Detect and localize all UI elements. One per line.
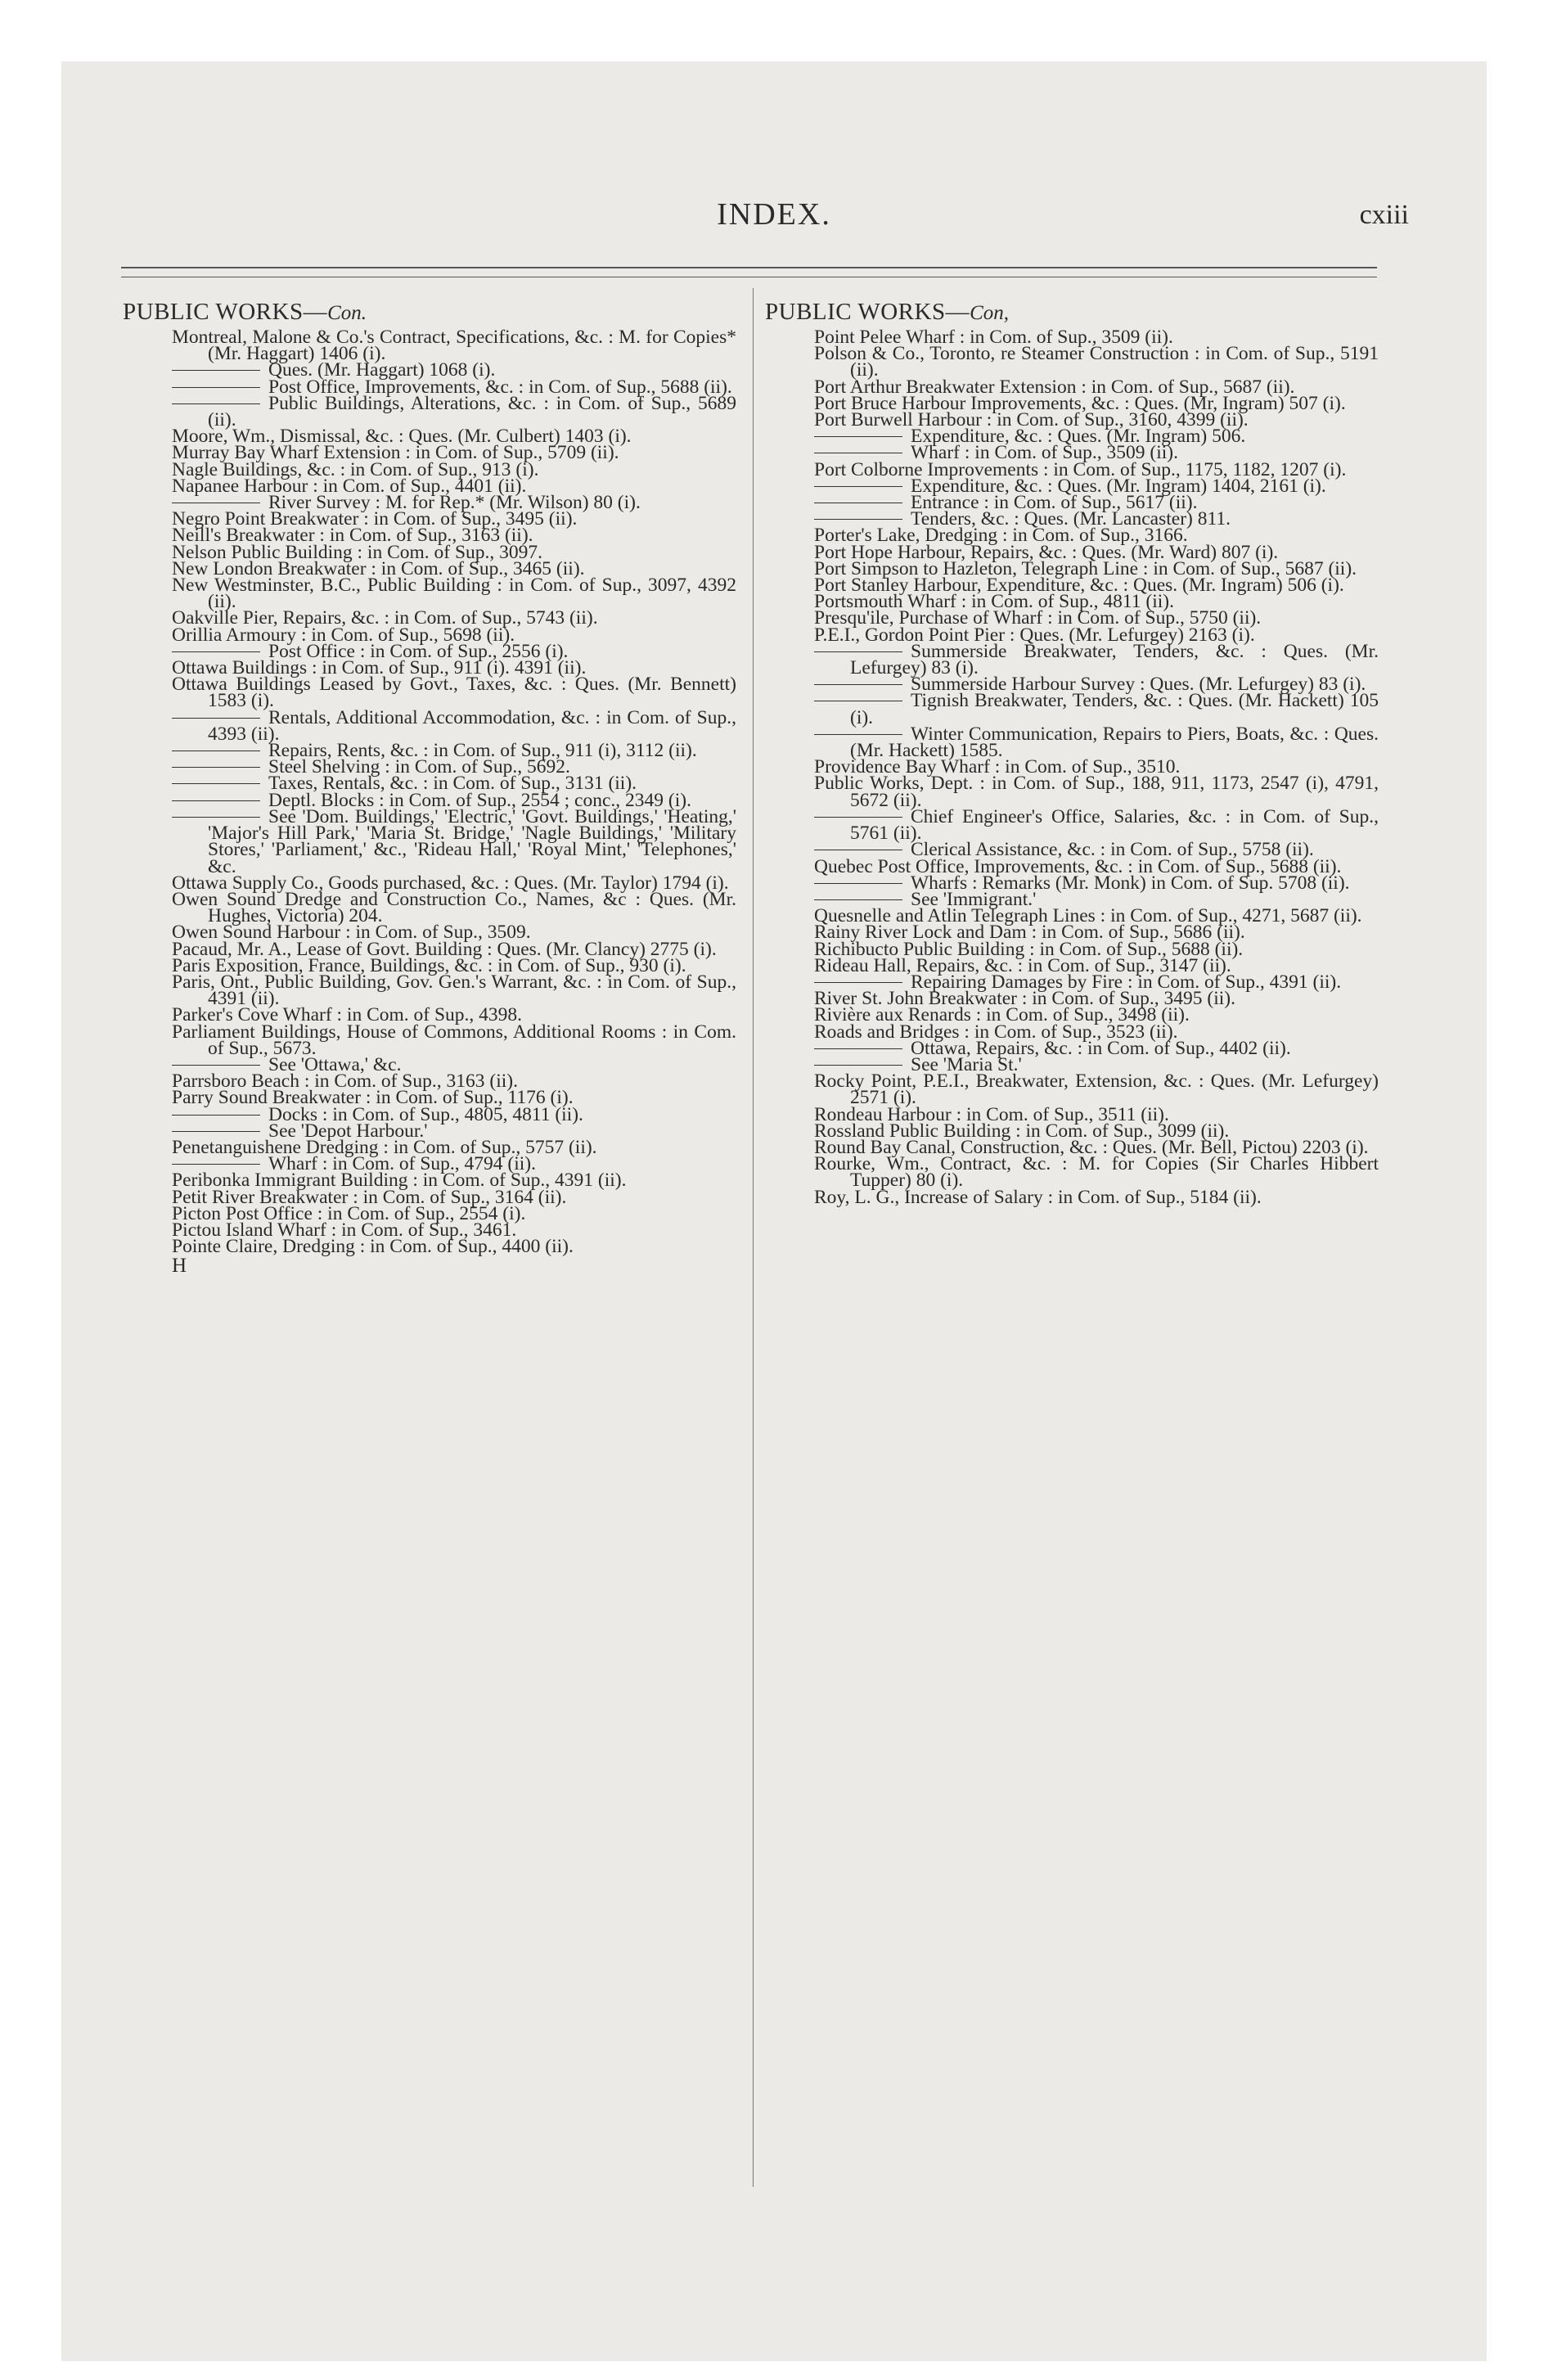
index-entry: Owen Sound Harbour : in Com. of Sup., 3509.: [172, 922, 531, 944]
index-entry: Polson & Co., Toronto, re Steamer Construction : in Com. of Sup., 5191 (ii).: [814, 343, 1379, 381]
page-number: cxiii: [1359, 200, 1409, 230]
section-continued: Con.: [327, 302, 367, 324]
index-entry: Rainy River Lock and Dam : in Com. of Sup., 5686 (ii).: [814, 922, 1245, 944]
index-entry: Penetanguishene Dredging : in Com. of Sup., 5757 (ii).: [172, 1136, 597, 1158]
index-entry: Port Stanley Harbour, Expenditure, &c. : Ques. (Mr. Ingram) 506 (i).: [814, 575, 1344, 597]
section-heading: PUBLIC WORKS—Con,: [765, 299, 1010, 325]
index-subentry: Repairing Damages by Fire : in Com. of Sup., 4391 (ii).: [814, 974, 1379, 990]
index-entry: New London Breakwater : in Com. of Sup., 3465 (ii).: [172, 557, 585, 579]
index-entry: Rideau Hall, Repairs, &c. : in Com. of Sup., 3147 (ii).: [814, 954, 1231, 976]
index-entry: Rourke, Wm., Contract, &c. : M. for Copies (Sir Charles Hibbert Tupper) 80 (i).: [814, 1153, 1379, 1192]
column-divider: [753, 288, 754, 2187]
index-entry: Neill's Breakwater : in Com. of Sup., 3163 (ii).: [172, 525, 533, 547]
index-entry: Ottawa Buildings Leased by Govt., Taxes, &c. : Ques. (Mr. Bennett) 1583 (i).: [172, 674, 736, 712]
index-entry: Port Bruce Harbour Improvements, &c. : Ques. (Mr, Ingram) 507 (i).: [814, 392, 1346, 414]
index-subentry: See 'Immigrant.': [814, 891, 1379, 908]
index-subentry: Expenditure, &c. : Ques. (Mr. Ingram) 1404, 2161 (i).: [814, 478, 1379, 494]
index-subentry: See 'Dom. Buildings,' 'Electric,' 'Govt. Buildings,' 'Heating,' 'Major's Hill Park,' 'Maria St. Bridge,' 'Nagle Buildings,' 'Military Stores,' 'Parliament,' &c., 'Rideau Hall,' 'Royal Mint,' 'Telephones,' &c.: [172, 809, 736, 875]
index-entry: Rivière aux Renards : in Com. of Sup., 3498 (ii).: [814, 1004, 1190, 1026]
index-subentry: Deptl. Blocks : in Com. of Sup., 2554 ; conc., 2349 (i).: [172, 792, 736, 809]
index-entry: Parrsboro Beach : in Com. of Sup., 3163 (ii).: [172, 1071, 518, 1093]
page-header: [61, 196, 1487, 237]
index-subentry: See 'Ottawa,' &c.: [172, 1057, 736, 1073]
index-entry: Picton Post Office : in Com. of Sup., 2554 (i).: [172, 1202, 526, 1224]
index-entry: Rondeau Harbour : in Com. of Sup., 3511 (ii).: [814, 1103, 1169, 1125]
index-entry: Montreal, Malone & Co.'s Contract, Specifications, &c. : M. for Copies* (Mr. Haggart) 1406 (i).: [172, 327, 736, 365]
index-subentry: Chief Engineer's Office, Salaries, &c. : in Com. of Sup., 5761 (ii).: [814, 809, 1379, 841]
index-entry: Roads and Bridges : in Com. of Sup., 3523 (ii).: [814, 1021, 1178, 1043]
index-entry: Napanee Harbour : in Com. of Sup., 4401 (ii).: [172, 475, 527, 497]
index-entry: Rossland Public Building : in Com. of Sup., 3099 (ii).: [814, 1120, 1230, 1142]
left-column: [123, 299, 736, 1278]
index-subentry: See 'Maria St.': [814, 1057, 1379, 1073]
index-entry: Ottawa Supply Co., Goods purchased, &c. : Ques. (Mr. Taylor) 1794 (i).: [172, 872, 729, 894]
index-entry: Parker's Cove Wharf : in Com. of Sup., 4398.: [172, 1004, 523, 1026]
index-entry: Round Bay Canal, Construction, &c. : Ques. (Mr. Bell, Pictou) 2203 (i).: [814, 1136, 1369, 1158]
index-entries: [123, 327, 736, 1258]
index-entry: Oakville Pier, Repairs, &c. : in Com. of Sup., 5743 (ii).: [172, 607, 598, 629]
index-entry: Presqu'ile, Purchase of Wharf : in Com. of Sup., 5750 (ii).: [814, 607, 1262, 629]
index-entry: Portsmouth Wharf : in Com. of Sup., 4811 (ii).: [814, 591, 1174, 613]
index-entry: Orillia Armoury : in Com. of Sup., 5698 (ii).: [172, 624, 515, 646]
index-entry: Paris, Ont., Public Building, Gov. Gen.'s Warrant, &c. : in Com. of Sup., 4391 (ii).: [172, 971, 736, 1010]
index-subentry: Wharf : in Com. of Sup., 3509 (ii).: [814, 444, 1379, 461]
index-entry: Quesnelle and Atlin Telegraph Lines : in Com. of Sup., 4271, 5687 (ii).: [814, 905, 1362, 927]
index-subentry: Summerside Harbour Survey : Ques. (Mr. Lefurgey) 83 (i).: [814, 676, 1379, 692]
running-title: INDEX.: [717, 197, 831, 232]
index-entry: Port Colborne Improvements : in Com. of Sup., 1175, 1182, 1207 (i).: [814, 458, 1347, 480]
index-entry: Parry Sound Breakwater : in Com. of Sup., 1176 (i).: [172, 1087, 574, 1109]
section-title: PUBLIC WORKS: [123, 299, 304, 325]
index-entry: Moore, Wm., Dismissal, &c. : Ques. (Mr. Culbert) 1403 (i).: [172, 426, 632, 448]
index-entry: Paris Exposition, France, Buildings, &c. : in Com. of Sup., 930 (i).: [172, 954, 686, 976]
index-subentry: Winter Communication, Repairs to Piers, Boats, &c. : Ques. (Mr. Hackett) 1585.: [814, 726, 1379, 759]
index-entry: Port Burwell Harbour : in Com. of Sup., 3160, 4399 (ii).: [814, 409, 1249, 431]
index-subentry: River Survey : M. for Rep.* (Mr. Wilson) 80 (i).: [172, 494, 736, 511]
index-entry: Nagle Buildings, &c. : in Com. of Sup., 913 (i).: [172, 458, 539, 480]
index-subentry: Wharfs : Remarks (Mr. Monk) in Com. of Sup. 5708 (ii).: [814, 875, 1379, 891]
index-entry: Providence Bay Wharf : in Com. of Sup., 3510.: [814, 756, 1181, 778]
index-subentry: Post Office, Improvements, &c. : in Com. of Sup., 5688 (ii).: [172, 379, 736, 395]
index-entry: Owen Sound Dredge and Construction Co., Names, &c : Ques. (Mr. Hughes, Victoria) 204.: [172, 888, 736, 927]
index-subentry: Ques. (Mr. Haggart) 1068 (i).: [172, 362, 736, 378]
right-column: [765, 300, 1379, 1206]
index-subentry: Repairs, Rents, &c. : in Com. of Sup., 911 (i), 3112 (ii).: [172, 742, 736, 759]
index-entry: Murray Bay Wharf Extension : in Com. of Sup., 5709 (ii).: [172, 442, 619, 464]
index-subentry: Clerical Assistance, &c. : in Com. of Sup., 5758 (ii).: [814, 841, 1379, 858]
index-entry: Pacaud, Mr. A., Lease of Govt. Building : Ques. (Mr. Clancy) 2775 (i).: [172, 938, 717, 960]
index-subentry: Public Buildings, Alterations, &c. : in Com. of Sup., 5689 (ii).: [172, 395, 736, 428]
index-entry: Richibucto Public Building : in Com. of Sup., 5688 (ii).: [814, 938, 1244, 960]
index-entry: Negro Point Breakwater : in Com. of Sup., 3495 (ii).: [172, 508, 578, 530]
index-entry: New Westminster, B.C., Public Building : in Com. of Sup., 3097, 4392 (ii).: [172, 575, 736, 613]
index-subentry: Tignish Breakwater, Tenders, &c. : Ques. (Mr. Hackett) 105 (i).: [814, 692, 1379, 725]
index-subentry: Taxes, Rentals, &c. : in Com. of Sup., 3131 (ii).: [172, 775, 736, 791]
index-subentry: Rentals, Additional Accommodation, &c. : in Com. of Sup., 4393 (ii).: [172, 710, 736, 742]
header-rule: [121, 267, 1377, 268]
index-entry: Parliament Buildings, House of Commons, Additional Rooms : in Com. of Sup., 5673.: [172, 1021, 736, 1059]
index-entry: Quebec Post Office, Improvements, &c. : in Com. of Sup., 5688 (ii).: [814, 855, 1342, 877]
index-entry: Port Arthur Breakwater Extension : in Com. of Sup., 5687 (ii).: [814, 376, 1295, 398]
section-continued: Con,: [970, 302, 1010, 324]
index-entry: Petit River Breakwater : in Com. of Sup., 3164 (ii).: [172, 1186, 567, 1208]
index-subentry: Docks : in Com. of Sup., 4805, 4811 (ii).: [172, 1107, 736, 1123]
section-heading: PUBLIC WORKS—Con.: [123, 299, 367, 325]
index-entry: Peribonka Immigrant Building : in Com. of Sup., 4391 (ii).: [172, 1170, 627, 1192]
index-subentry: Summerside Breakwater, Tenders, &c. : Ques. (Mr. Lefurgey) 83 (i).: [814, 643, 1379, 676]
index-entry: Nelson Public Building : in Com. of Sup., 3097.: [172, 541, 543, 563]
index-entry: Point Pelee Wharf : in Com. of Sup., 3509 (ii).: [814, 327, 1173, 348]
index-entry: River St. John Breakwater : in Com. of Sup., 3495 (ii).: [814, 988, 1235, 1010]
index-subentry: Expenditure, &c. : Ques. (Mr. Ingram) 506.: [814, 428, 1379, 444]
index-entry: Port Hope Harbour, Repairs, &c. : Ques. (Mr. Ward) 807 (i).: [814, 541, 1279, 563]
index-entry: Roy, L. G., Increase of Salary : in Com. of Sup., 5184 (ii).: [814, 1186, 1262, 1208]
index-entry: Public Works, Dept. : in Com. of Sup., 188, 911, 1173, 2547 (i), 4791, 5672 (ii).: [814, 773, 1379, 811]
index-entry: Pictou Island Wharf : in Com. of Sup., 3461.: [172, 1219, 517, 1241]
index-entry: Ottawa Buildings : in Com. of Sup., 911 (i). 4391 (ii).: [172, 657, 587, 679]
index-entry: Pointe Claire, Dredging : in Com. of Sup., 4400 (ii).: [172, 1236, 574, 1258]
index-subentry: Tenders, &c. : Ques. (Mr. Lancaster) 811.: [814, 511, 1379, 527]
index-subentry: Entrance : in Com. of Sup., 5617 (ii).: [814, 494, 1379, 511]
index-subentry: Post Office : in Com. of Sup., 2556 (i).: [172, 643, 736, 660]
section-title: PUBLIC WORKS: [765, 299, 946, 325]
index-entry: P.E.I., Gordon Point Pier : Ques. (Mr. Lefurgey) 2163 (i).: [814, 624, 1255, 646]
index-entry: Rocky Point, P.E.I., Breakwater, Extension, &c. : Ques. (Mr. Lefurgey) 2571 (i).: [814, 1071, 1379, 1109]
index-subentry: Wharf : in Com. of Sup., 4794 (ii).: [172, 1156, 736, 1172]
index-subentry: Ottawa, Repairs, &c. : in Com. of Sup., 4402 (ii).: [814, 1040, 1379, 1057]
index-subentry: See 'Depot Harbour.': [172, 1123, 736, 1139]
index-entries: [765, 329, 1379, 1206]
index-entry: Porter's Lake, Dredging : in Com. of Sup., 3166.: [814, 525, 1188, 547]
signature-mark: H: [172, 1255, 188, 1278]
index-entry: Port Simpson to Hazleton, Telegraph Line : in Com. of Sup., 5687 (ii).: [814, 557, 1357, 579]
index-subentry: Steel Shelving : in Com. of Sup., 5692.: [172, 759, 736, 775]
